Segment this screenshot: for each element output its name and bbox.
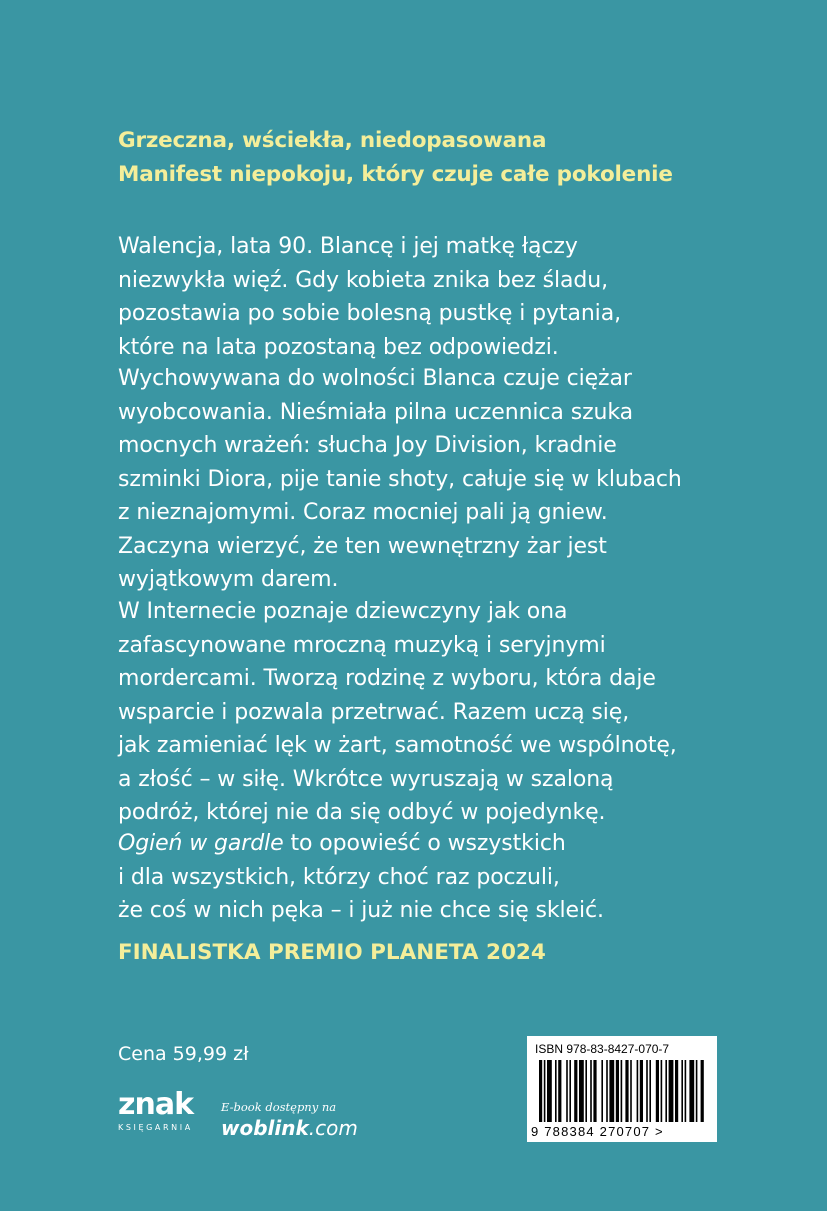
- barcode-bar: [616, 1060, 619, 1122]
- paragraph-line-rest: to opowieść o wszystkich: [283, 831, 566, 856]
- paragraph-line: podróż, której nie da się odbyć w pojedynkę.: [118, 800, 606, 825]
- woblink-logo: [221, 1116, 381, 1140]
- paragraph-line: wyjątkowym darem.: [118, 567, 339, 592]
- barcode-bar: [630, 1060, 632, 1122]
- barcode-bar: [555, 1060, 557, 1122]
- barcode-bar: [681, 1060, 683, 1122]
- barcode-bar: [649, 1060, 651, 1122]
- paragraph-line: jak zamieniać lęk w żart, samotność we wspólnotę,: [118, 733, 677, 758]
- tagline-line-1: Grzeczna, wściekła, niedopasowana: [118, 128, 547, 153]
- ebook-note: [221, 1100, 381, 1140]
- paragraph-line: szminki Diora, pije tanie shoty, całuje się w klubach: [118, 466, 682, 492]
- barcode-bar: [689, 1060, 694, 1122]
- paragraph-2: [118, 362, 738, 597]
- barcode-bar: [569, 1060, 571, 1122]
- barcode-bar: [544, 1060, 546, 1122]
- isbn-label: ISBN 978-83-8427-070-7: [535, 1042, 670, 1056]
- publisher-name: znak: [118, 1087, 194, 1122]
- publisher-sub: KSIĘGARNIA: [118, 1123, 193, 1132]
- barcode-bar: [609, 1060, 614, 1122]
- barcode-bar: [696, 1060, 698, 1122]
- paragraph-4: [118, 827, 738, 928]
- barcode: [527, 1036, 717, 1142]
- woblink-domain: .com: [308, 1116, 358, 1140]
- barcode-bar: [585, 1060, 587, 1122]
- paragraph-line: mocnych wrażeń: słucha Joy Division, kradnie: [118, 433, 617, 458]
- barcode-bar: [669, 1060, 674, 1122]
- paragraph-line: wsparcie i pozwala przetrwać. Razem uczą się,: [118, 699, 630, 725]
- barcode-bar: [685, 1060, 687, 1122]
- barcode-bar: [646, 1060, 648, 1122]
- barcode-bar: [656, 1060, 659, 1122]
- barcode-bar: [539, 1060, 542, 1122]
- paragraph-line: Zaczyna wierzyć, że ten wewnętrzny żar jest: [118, 533, 607, 559]
- barcode-bar: [701, 1060, 704, 1122]
- barcode-bar: [640, 1060, 643, 1122]
- barcode-bar: [593, 1060, 596, 1122]
- paragraph-line: i dla wszystkich, którzy choć raz poczuli,: [118, 864, 560, 890]
- paragraph-line: Walencja, lata 90. Blancę i jej matkę łączy: [118, 234, 578, 259]
- paragraph-line: pozostawia po sobie bolesną pustkę i pytania,: [118, 301, 621, 326]
- barcode-bar: [665, 1060, 667, 1122]
- award-note: FINALISTKA PREMIO PLANETA 2024: [118, 940, 546, 965]
- paragraph-line: wyobcowania. Nieśmiała pilna uczennica szuka: [118, 399, 633, 425]
- barcode-bar: [579, 1060, 584, 1122]
- barcode-bar: [661, 1060, 663, 1122]
- publisher-logo: [118, 1087, 208, 1140]
- book-title: Ogień w gardle: [118, 831, 284, 856]
- woblink-brand: woblink: [221, 1116, 309, 1140]
- barcode-bar: [574, 1060, 577, 1122]
- barcode-bar: [601, 1060, 603, 1122]
- barcode-bar: [621, 1060, 623, 1122]
- tagline: [118, 124, 738, 192]
- barcode-bar: [566, 1060, 568, 1122]
- barcode-bar: [625, 1060, 628, 1122]
- paragraph-1: [118, 230, 738, 364]
- paragraph-line: z nieznajomymi. Coraz mocniej pali ją gniew.: [118, 500, 608, 525]
- paragraph-line: że coś w nich pęka – i już nie chce się skleić.: [118, 898, 604, 923]
- paragraph-line: [118, 827, 738, 861]
- paragraph-line: które na lata pozostaną bez odpowiedzi.: [118, 334, 559, 360]
- paragraph-line: mordercami. Tworzą rodzinę z wyboru, która daje: [118, 666, 656, 691]
- barcode-digits: 9 788384 270707 >: [531, 1124, 664, 1139]
- barcode-bar: [547, 1060, 552, 1122]
- paragraph-line: zafascynowane mroczną muzyką i seryjnymi: [118, 632, 606, 658]
- barcode-bar: [606, 1060, 608, 1122]
- ebook-note-text: E-book dostępny na: [221, 1100, 337, 1114]
- paragraph-line: Wychowywana do wolności Blanca czuje ciężar: [118, 366, 632, 391]
- paragraph-line: niezwykła więź. Gdy kobieta znika bez śladu,: [118, 267, 608, 293]
- barcode-bar: [558, 1060, 561, 1122]
- price: Cena 59,99 zł: [118, 1043, 249, 1065]
- barcode-bar: [590, 1060, 592, 1122]
- tagline-line-2: Manifest niepokoju, który czuje całe pokolenie: [118, 162, 673, 187]
- paragraph-line: a złość – w siłę. Wkrótce wyruszają w szaloną: [118, 766, 614, 792]
- barcode-bar: [675, 1060, 678, 1122]
- barcode-bar: [637, 1060, 639, 1122]
- paragraph-3: [118, 595, 738, 830]
- paragraph-line: W Internecie poznaje dziewczyny jak ona: [118, 599, 568, 624]
